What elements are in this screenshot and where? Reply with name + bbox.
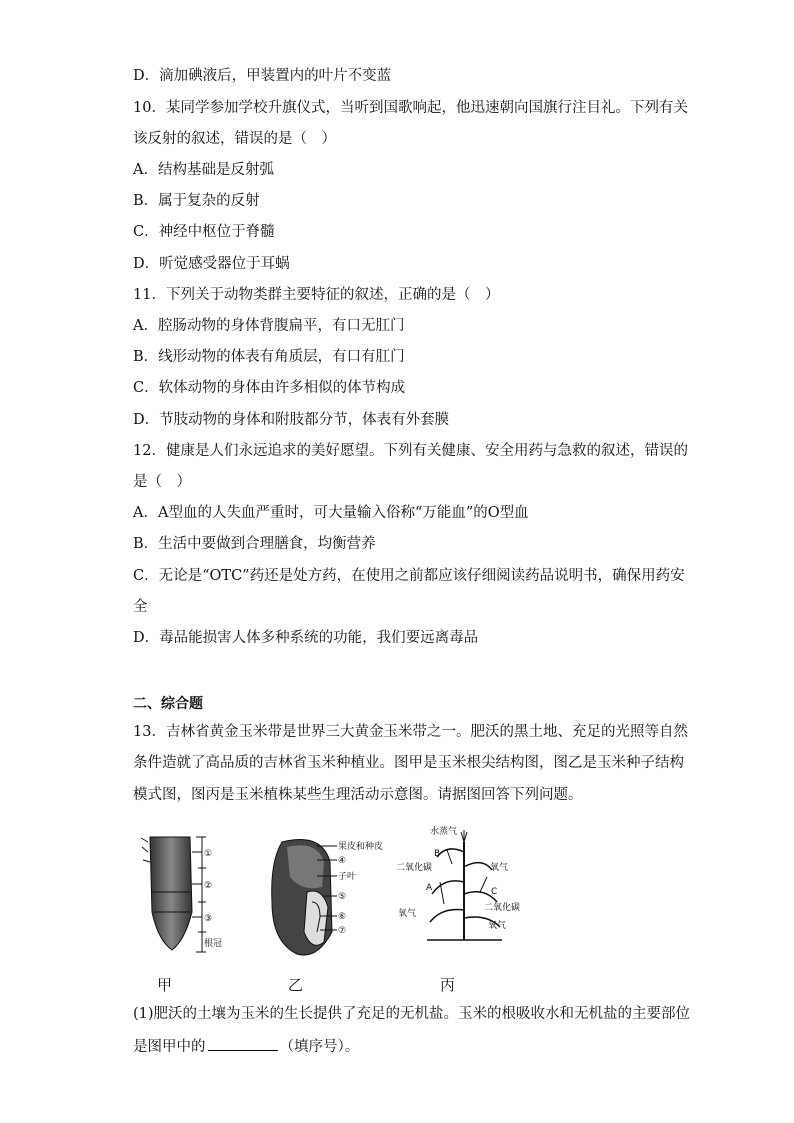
seed-label-cotyledon: 子叶 (338, 872, 357, 882)
sub-question-1-suffix: （填序号）。 (279, 1039, 360, 1055)
sub-question-1-line1: (1)肥沃的土壤为玉米的生长提供了充足的无机盐。玉米的根吸收水和无机盐的主要部位 (133, 1006, 691, 1022)
option-c-q10: C．神经中枢位于脊髓 (133, 224, 275, 240)
answer-blank[interactable] (208, 1036, 278, 1051)
seed-label-5: ⑤ (338, 892, 347, 902)
question-13-line2: 条件造就了高品质的吉林省玉米种植业。图甲是玉米根尖结构图，图乙是玉米种子结构 (133, 755, 684, 771)
option-c-q12-line1: C．无论是“OTC”药还是处方药，在使用之前都应该仔细阅读药品说明书，确保用药安 (133, 568, 685, 584)
option-d-q11: D．节肢动物的身体和附肢都分节，体表有外套膜 (133, 412, 450, 428)
plant-label-c: C (491, 887, 498, 897)
corn-plant-figure (392, 822, 542, 947)
option-d-q10: D．听觉感受器位于耳蜗 (133, 256, 290, 272)
option-b-q11: B．线形动物的体表有角质层，有口有肛门 (133, 349, 405, 365)
option-c-q11: C．软体动物的身体由许多相似的体节构成 (133, 380, 406, 396)
plant-label-o2-left: 氧气 (398, 909, 417, 919)
option-b-q10: B．属于复杂的反射 (133, 193, 260, 209)
option-d-q9: D．滴加碘液后，甲装置内的叶片不变蓝 (133, 68, 392, 84)
question-13-line1: 13．吉林省黄金玉米带是世界三大黄金玉米带之一。肥沃的黑土地、充足的光照等自然 (133, 724, 688, 740)
option-a-q10: A．结构基础是反射弧 (133, 162, 274, 178)
root-label-1: ① (204, 849, 213, 859)
caption-bing: 丙 (440, 976, 456, 994)
plant-label-co2-right: 二氧化碳 (484, 903, 521, 913)
corn-seed-figure (262, 832, 392, 962)
sub-question-1-line2 (133, 1036, 359, 1057)
question-12-line2: 是（ ） (133, 474, 191, 490)
option-a-q11: A．腔肠动物的身体背腹扁平，有口无肛门 (133, 318, 405, 334)
root-tip-figure (140, 832, 240, 957)
plant-label-o2-right: 氧气 (490, 863, 509, 873)
option-b-q12: B．生活中要做到合理膳食，均衡营养 (133, 536, 376, 552)
plant-label-b: B (434, 849, 441, 859)
caption-jia: 甲 (157, 976, 173, 994)
question-13-line3: 模式图，图丙是玉米植株某些生理活动示意图。请据图回答下列问题。 (133, 787, 583, 803)
seed-label-4: ④ (338, 856, 347, 866)
seed-label-pericarp: 果皮和种皮 (338, 842, 384, 852)
caption-yi: 乙 (288, 976, 304, 994)
sub-question-1-prefix: 是图甲中的 (133, 1039, 206, 1055)
option-c-q12-line2: 全 (133, 599, 148, 615)
root-label-3: ③ (204, 914, 213, 924)
plant-label-o2-lower: 氧气 (488, 921, 507, 931)
seed-label-7: ⑦ (338, 926, 347, 936)
root-label-2: ② (204, 881, 213, 891)
seed-label-6: ⑥ (338, 912, 347, 922)
section-title: 二、综合题 (133, 696, 203, 712)
question-10-line2: 该反射的叙述，错误的是（ ） (133, 131, 336, 147)
option-a-q12: A．A型血的人失血严重时，可大量输入俗称“万能血”的O型血 (133, 505, 529, 521)
question-11: 11．下列关于动物类群主要特征的叙述，正确的是（ ） (133, 287, 500, 303)
option-d-q12: D．毒品能损害人体多种系统的功能，我们要远离毒品 (133, 630, 479, 646)
root-label-cap: 根冠 (204, 939, 223, 949)
question-10-line1: 10．某同学参加学校升旗仪式，当听到国歌响起，他迅速朝向国旗行注目礼。下列有关 (133, 100, 688, 116)
question-12-line1: 12．健康是人们永远追求的美好愿望。下列有关健康、安全用药与急救的叙述，错误的 (133, 443, 688, 459)
plant-label-co2-left: 二氧化碳 (396, 863, 433, 873)
plant-label-vapor: 水蒸气 (430, 827, 458, 837)
plant-label-a: A (426, 883, 433, 893)
